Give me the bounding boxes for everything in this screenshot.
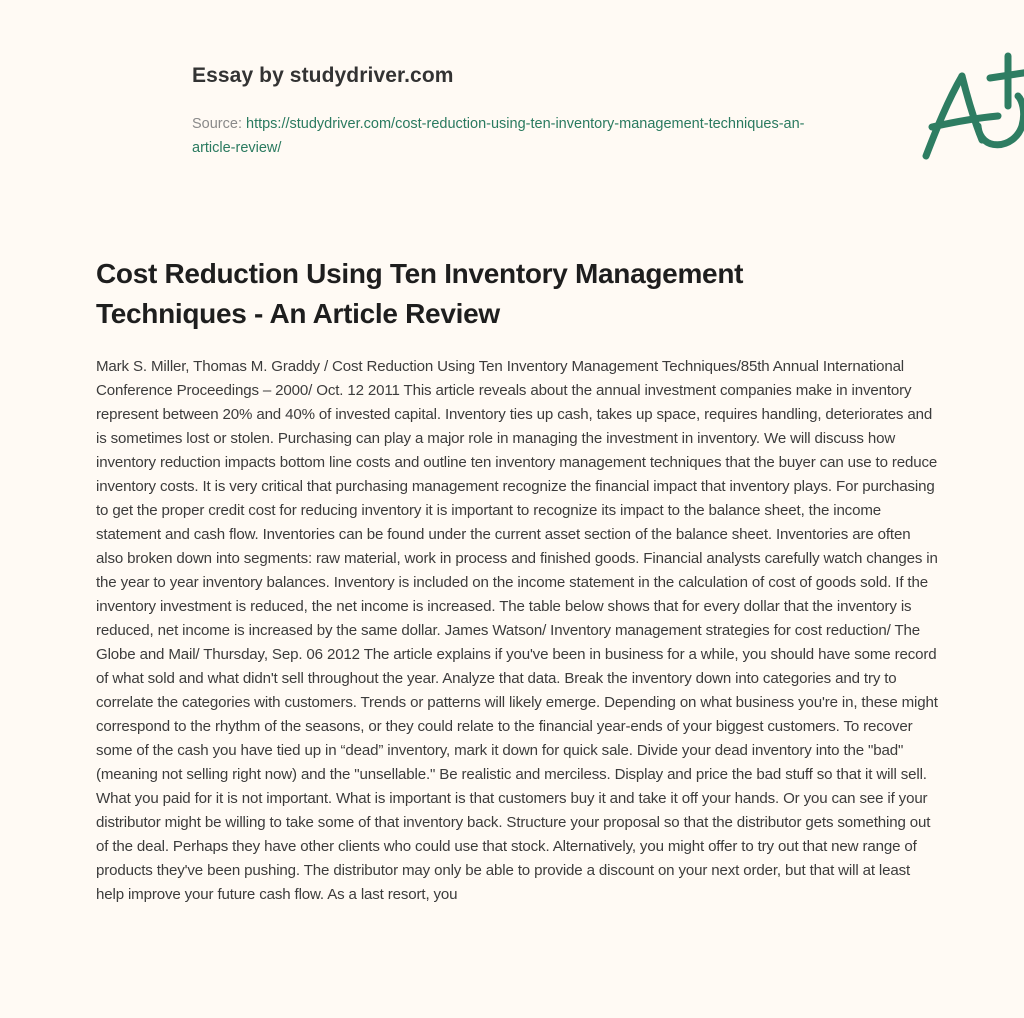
article-title: Cost Reduction Using Ten Inventory Management Techniques - An Article Review: [96, 258, 744, 329]
page-header: [96, 0, 928, 200]
source-label: Source:: [192, 116, 246, 132]
site-brand: Essay by studydriver.com: [192, 64, 454, 87]
a-plus-grade-icon: [918, 40, 1024, 165]
source-link[interactable]: https://studydriver.com/cost-reduction-using-ten-inventory-management-techniques-an-article-review/: [192, 116, 805, 156]
article-body: Mark S. Miller, Thomas M. Graddy / Cost Reduction Using Ten Inventory Management Techniques/85th Annual International Conference Proceedings – 2000/ Oct. 12 2011 This article reveals about the annual investment companies make in inventory represent between 20% and 40% of invested capital. Inventory ties up cash, takes up space, requires handling, deteriorates and is sometimes lost or stolen. Purchasing can play a major role in managing the investment in inventory. We will discuss how inventory reduction impacts bottom line costs and outline ten inventory management techniques that the buyer can use to reduce inventory costs. It is very critical that purchasing management recognize the financial impact that inventory plays. For purchasing to get the proper credit cost for reducing inventory it is important to recognize its impact to the balance sheet, the income statement and cash flow. Inventories can be found under the current asset section of the balance sheet. Inventories are often also broken down into segments: raw material, work in process and finished goods. Financial analysts carefully watch changes in the year to year inventory balances. Inventory is included on the income statement in the calculation of cost of goods sold. If the inventory investment is reduced, the net income is increased. The table below shows that for every dollar that the inventory is reduced, net income is increased by the same dollar. James Watson/ Inventory management strategies for cost reduction/ The Globe and Mail/ Thursday, Sep. 06 2012 The article explains if you've been in business for a while, you should have some record of what sold and what didn't sell throughout the year. Analyze that data. Break the inventory down into categories and try to correlate the categories with customers. Trends or patterns will likely emerge. Depending on what business you're in, these might correspond to the rhythm of the seasons, or they could relate to the financial year-ends of your biggest customers. To recover some of the cash you have tied up in “dead” inventory, mark it down for quick sale. Divide your dead inventory into the "bad" (meaning not selling right now) and the "unsellable." Be realistic and merciless. Display and price the bad stuff so that it will sell. What you paid for it is not important. What is important is that customers buy it and take it off your hands. Or you can see if your distributor might be willing to take some of that inventory back. Structure your proposal so that the distributor gets something out of the deal. Perhaps they have other clients who could use that stock. Alternatively, you might offer to try out that new range of products they've been pushing. The distributor may only be able to provide a discount on your next order, but that will at least help improve your future cash flow. As a last resort, you: [96, 358, 938, 903]
source-line: [192, 112, 832, 160]
